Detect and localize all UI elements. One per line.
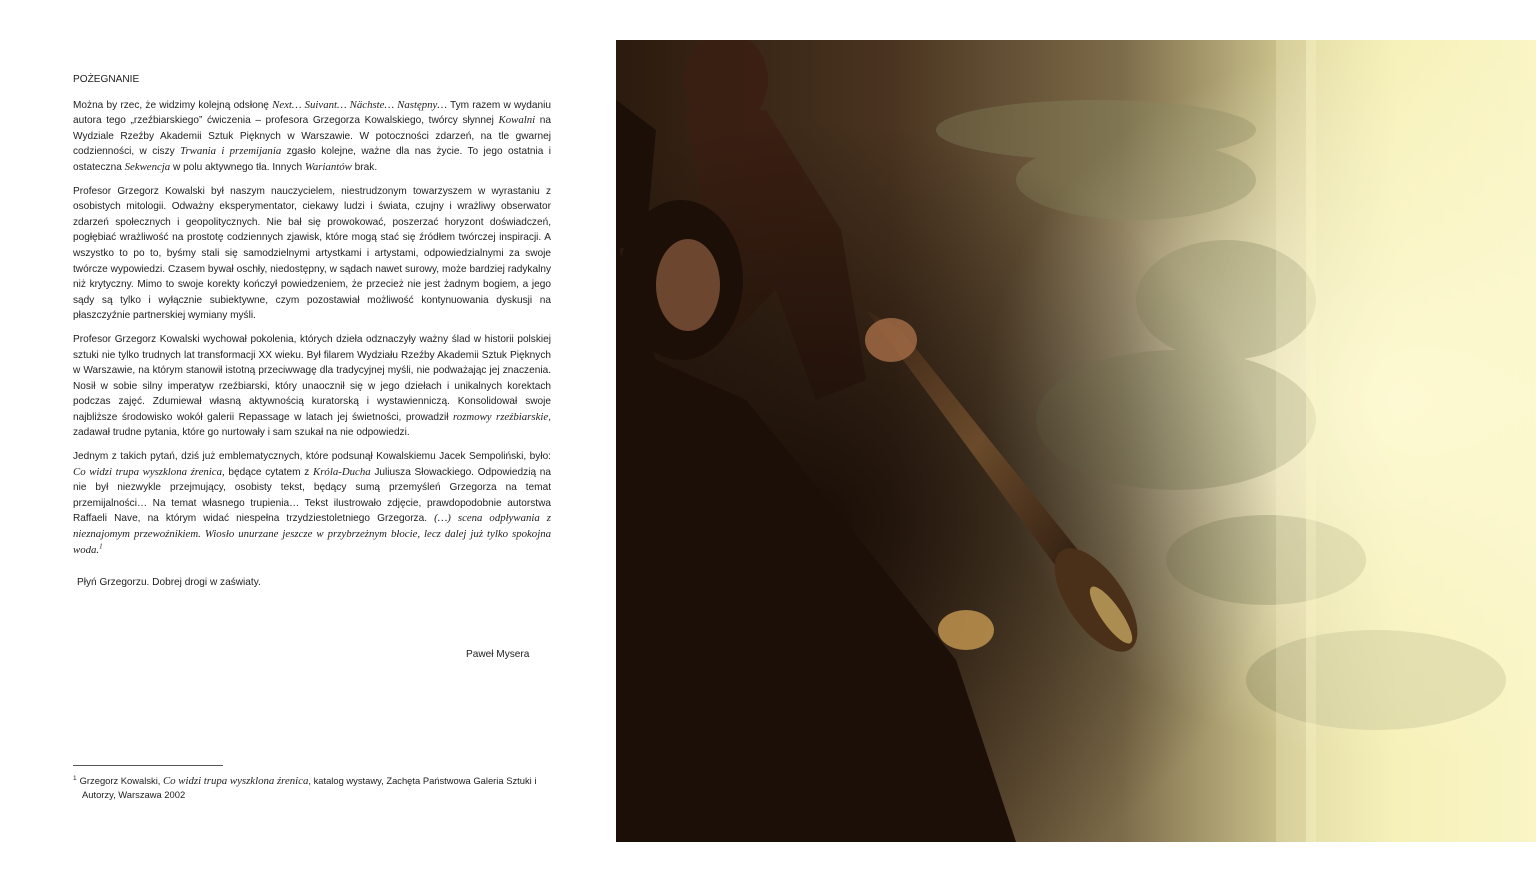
footnote-divider [73,765,223,766]
p3-text-a: Profesor Grzegorz Kowalski wychował pokolenia, których dzieła odznaczyły ważny ślad w historii polskiej sztuki nie tylko trudnych lat transformacji XX wieku. Był filarem Wydziału Rzeźby Akademii Sztuk Pięknych w Warszawie, na którym stanowił istotną przeciwwagę dla tradycyjnej myśli, nie podważając jej znaczenia. Nosił w sobie silny imperatyw rzeźbiarski, który unaocznił się w jego dziełach i unikalnych korektach podczas zajęć. Zdumiewał własną aktywnością kuratorską i wystawienniczą. Konsolidował swoje najbliższe środowisko wokół galerii Repassage w latach jej świetności, prowadził [73,333,551,423]
p4-italic-title: Co widzi trupa wyszklona źrenica, [73,465,225,478]
footnote-text-c: , katalog wystawy, Zachęta Państwowa Galeria Sztuki i [308,775,537,786]
p4-italic-quote: (…) scena odpływania z nieznajomym przewoźnikiem. Wiosło unurzane jeszcze w przybrzeżnym błocie, lecz dalej już tylko spokojna woda. [73,512,551,556]
footnote-text-a: Grzegorz Kowalski, [79,775,163,786]
p4-text-e: Juliusza Słowackiego. Odpowiedzią na nie był niezwykle przejmujący, osobisty tekst, będący sumą przemyśleń Grzegorza na temat przemijalności… Na temat własnego trupienia… Tekst ilustrowało zdjęcie, prawdopodobnie autorstwa Raffaeli Nave, na którym widać niespełna trzydziestoletniego Grzegorza. [73,466,551,525]
paragraph-3 [73,332,551,441]
article-column [73,72,551,566]
p3-italic-rozmowy: rozmowy rzeźbiarskie [453,410,549,423]
p1-italic-wariantow: Wariantów [304,160,352,173]
paragraph-4 [73,449,551,558]
footnote-number: 1 [73,774,77,782]
p1-italic-next: Next… Suivant… Nächste… Następny… [272,98,447,111]
p1-text-a: Można by rzec, że widzimy kolejną odsłonę [73,99,273,111]
author-signature: Paweł Mysera [466,649,530,660]
footnote-text-d: Autorzy, Warszawa 2002 [82,789,186,800]
footnote-reference: 1 [99,542,103,551]
article-heading: POŻEGNANIE [73,74,140,85]
p4-text-c: będące cytatem z [224,466,314,478]
p1-text-c: Tym razem w wydaniu autora tego „rzeźbiarskiego” ćwiczenia – profesora Grzegorza Kowalskiego, twórcy słynnej [73,99,551,127]
p4-italic-krol-duch: Króla-Ducha [313,465,371,478]
paragraph-1 [73,98,551,176]
paragraph-2: Profesor Grzegorz Kowalski był naszym nauczycielem, niestrudzonym towarzyszem w wyrastaniu z osobistych mitologii. Odważny eksperymentator, ciekawy ludzi i świata, czujny i wrażliwy obserwator zdarzeń społecznych i geopolitycznych. Nie bał się prowokować, poszerzać horyzont doświadczeń, pogłębiać wrażliwość na prostotę codziennych zjawisk, które mogą stać się źródłem twórczej inspiracji. A wszystko to po to, byśmy stali się samodzielnymi artystkami i artystami, odpowiedzialnymi za swoje twórcze wypowiedzi. Czasem bywał oschły, niedostępny, w sądach nawet surowy, może bardziej radykalny niż krytyczny. Mimo to swoje korekty kończył powiedzeniem, że przecież nie jest żadnym bogiem, a jego sądy są tylko i wyłącznie subiektywne, czym pozostawiał możliwość kontynuowania dyskusji na płaszczyźnie partnerskiej wymiany myśli. [73,185,551,322]
artwork-photo [616,40,1536,842]
artwork-illustration [616,40,1536,842]
p1-text-i: w polu aktywnego tła. Innych [170,161,305,173]
footnote [73,774,543,802]
p1-text-k: brak. [351,161,378,173]
footnote-italic-title: Co widzi trupa wyszklona źrenica [162,775,309,787]
p1-italic-kowalni: Kowalni [498,114,536,127]
p1-text-e: na Wydziale Rzeźby Akademii Sztuk Pięknych w Warszawie. W potoczności zdarzeń, na tle gwarnej codzienności, w ciszy [73,115,551,158]
p4-text-a: Jednym z takich pytań, dziś już emblematycznych, które podsunął Kowalskiemu Jacek Sempoliński, było: [73,451,551,463]
p1-text-g: zgasło kolejne, ważne dla nas życie. To jego ostatnia i ostateczna [73,146,551,173]
farewell-line: Płyń Grzegorzu. Dobrej drogi w zaświaty. [77,577,261,588]
p1-italic-trwania: Trwania i przemijania [180,145,282,158]
p1-italic-sekwencja: Sekwencja [124,160,171,173]
p3-text-c: , zadawał trudne pytania, które go nurtowały i sam szukał na nie odpowiedzi. [73,411,551,439]
